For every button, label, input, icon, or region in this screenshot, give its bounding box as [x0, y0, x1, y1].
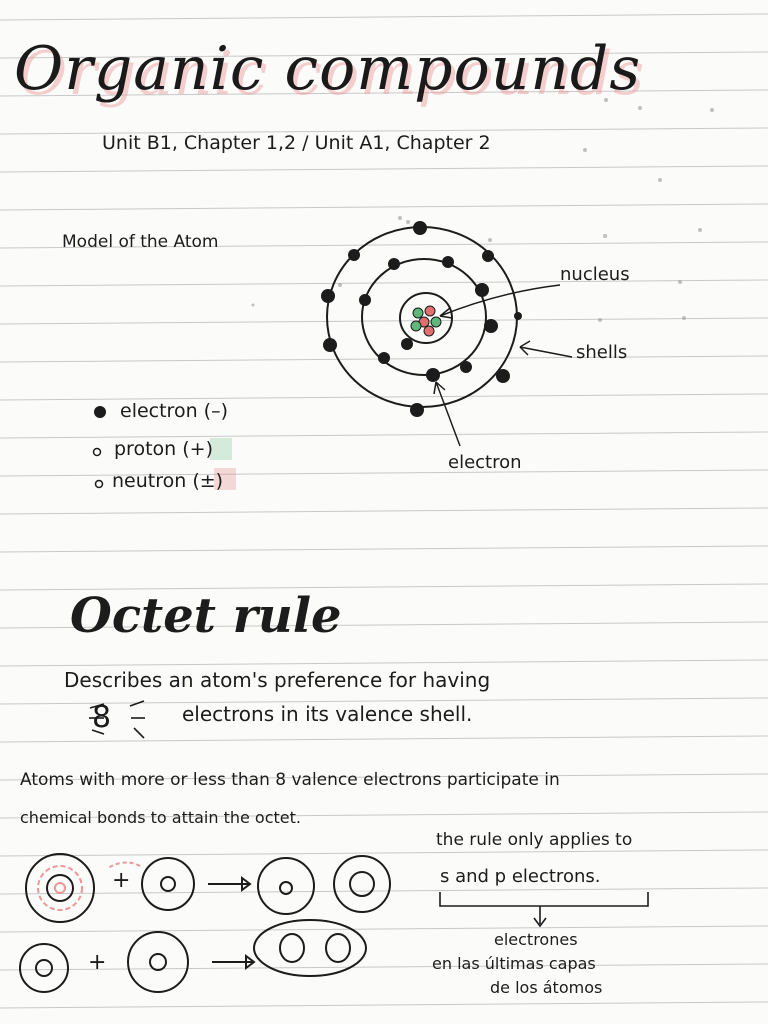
plus-2: +	[88, 950, 107, 975]
octet-description-cont: electrons in its valence shell.	[182, 702, 473, 726]
octet-number: 8	[92, 700, 112, 735]
nucleus-label: nucleus	[560, 264, 630, 285]
electron-label: electron	[448, 452, 522, 473]
unit-subtitle: Unit B1, Chapter 1,2 / Unit A1, Chapter 2	[102, 132, 491, 154]
page-title: Organic compounds	[14, 34, 642, 104]
note-bracket	[440, 892, 648, 906]
atoms-text-line1: Atoms with more or less than 8 valence electrons participate in	[20, 770, 560, 790]
rule-note: the rule only applies to	[436, 830, 633, 850]
legend-proton: proton (+)	[114, 438, 213, 460]
octet-heading: Octet rule	[70, 588, 342, 644]
rule-note-electrons: s and p electrons.	[440, 866, 601, 887]
plus-1: +	[112, 868, 131, 893]
atoms-text-line2: chemical bonds to attain the octet.	[20, 808, 301, 827]
shells-label: shells	[576, 342, 628, 363]
atom-a-outer	[26, 854, 94, 922]
spanish-note-2: en las últimas capas	[432, 954, 596, 973]
model-heading: Model of the Atom	[62, 232, 219, 252]
spanish-note-3: de los átomos	[490, 978, 603, 997]
spanish-note-1: electrones	[494, 930, 578, 949]
atom-b	[142, 858, 194, 910]
legend-electron: electron (–)	[120, 400, 228, 422]
legend-neutron: neutron (±)	[112, 470, 224, 492]
octet-description: Describes an atom's preference for having	[64, 668, 491, 692]
